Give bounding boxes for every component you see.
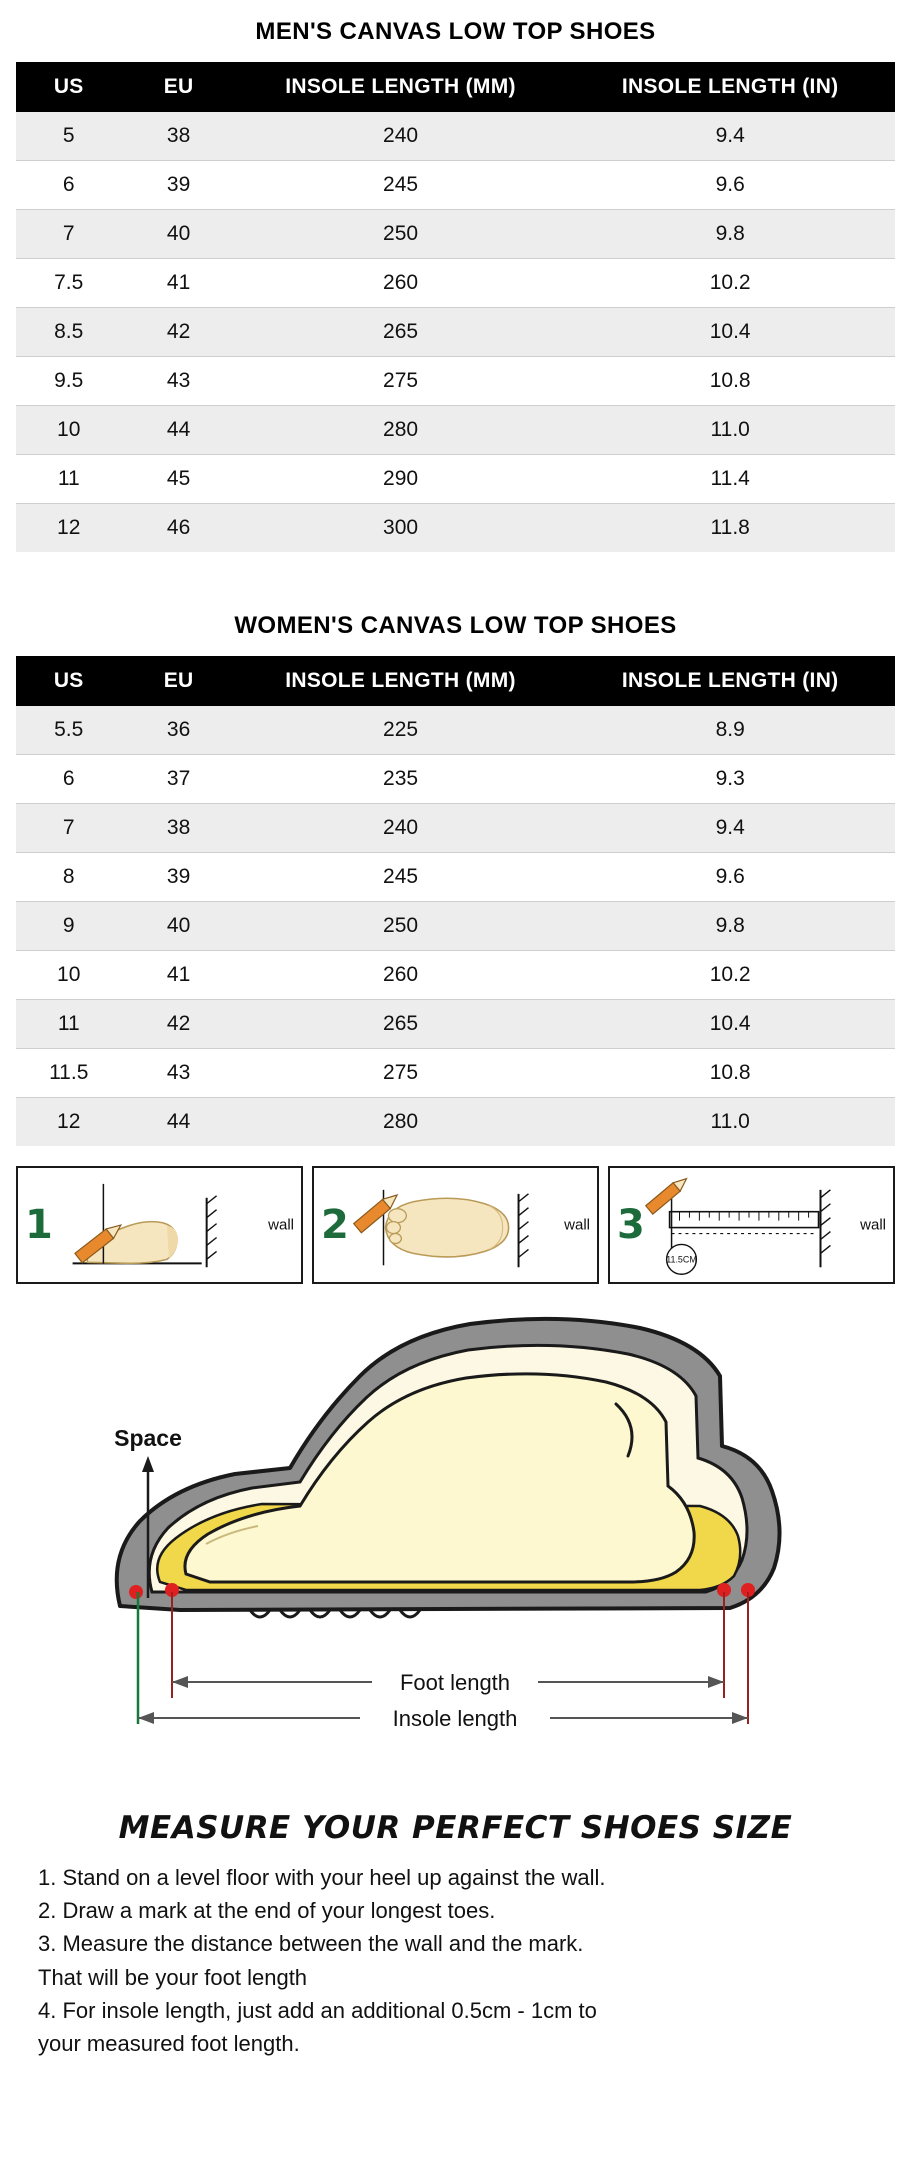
- measure-heading: MEASURE YOUR PERFECT SHOES SIZE: [118, 1810, 793, 1846]
- cell-eu: 46: [121, 504, 235, 553]
- cell-mm: 245: [236, 161, 566, 210]
- measurement-steps: [16, 1166, 895, 1284]
- cell-us: 9.5: [16, 357, 121, 406]
- column-header-insole-in: INSOLE LENGTH (IN): [565, 656, 895, 706]
- wall-label: wall: [564, 1216, 590, 1234]
- cell-in: 10.8: [565, 357, 895, 406]
- cell-us: 9: [16, 902, 121, 951]
- cell-us: 11.5: [16, 1049, 121, 1098]
- table-row: [16, 1098, 895, 1147]
- cell-us: 12: [16, 1098, 121, 1147]
- mens-table-body: [16, 112, 895, 552]
- cell-mm: 245: [236, 853, 566, 902]
- cell-in: 9.4: [565, 112, 895, 161]
- cell-mm: 300: [236, 504, 566, 553]
- cell-eu: 41: [121, 259, 235, 308]
- mens-size-table: [16, 62, 895, 552]
- cell-mm: 260: [236, 951, 566, 1000]
- marker-toe-shoe-front: [129, 1585, 143, 1599]
- cell-in: 10.8: [565, 1049, 895, 1098]
- cell-mm: 250: [236, 902, 566, 951]
- table-row: [16, 406, 895, 455]
- instruction-line: 3. Measure the distance between the wall and the mark.: [38, 1931, 584, 1957]
- womens-table-title: WOMEN'S CANVAS LOW TOP SHOES: [234, 612, 677, 639]
- cell-in: 9.6: [565, 161, 895, 210]
- cell-eu: 42: [121, 1000, 235, 1049]
- cell-in: 11.0: [565, 406, 895, 455]
- table-row: [16, 210, 895, 259]
- table-row: [16, 853, 895, 902]
- cell-mm: 260: [236, 259, 566, 308]
- step-number: 1: [25, 1202, 53, 1248]
- cell-mm: 280: [236, 1098, 566, 1147]
- table-row: [16, 755, 895, 804]
- column-header-eu: EU: [121, 62, 235, 112]
- table-row: [16, 804, 895, 853]
- cell-us: 8.5: [16, 308, 121, 357]
- table-row: [16, 259, 895, 308]
- column-header-eu: EU: [121, 656, 235, 706]
- cell-mm: 265: [236, 1000, 566, 1049]
- cell-in: 9.6: [565, 853, 895, 902]
- insole-length-label: Insole length: [392, 1706, 518, 1731]
- table-row: [16, 455, 895, 504]
- cell-mm: 240: [236, 804, 566, 853]
- step-1-illustration: [16, 1166, 303, 1284]
- cell-us: 5.5: [16, 706, 121, 755]
- step-3-drawing: [610, 1168, 893, 1284]
- cell-mm: 265: [236, 308, 566, 357]
- table-header-row: [16, 656, 895, 706]
- cell-us: 7: [16, 804, 121, 853]
- instructions-list: [38, 1862, 873, 2059]
- cell-mm: 275: [236, 357, 566, 406]
- cell-in: 10.4: [565, 308, 895, 357]
- cell-eu: 44: [121, 1098, 235, 1147]
- cell-mm: 235: [236, 755, 566, 804]
- cell-us: 10: [16, 406, 121, 455]
- instruction-line: 1. Stand on a level floor with your heel up against the wall.: [38, 1865, 606, 1890]
- cell-us: 10: [16, 951, 121, 1000]
- foot-length-label: Foot length: [399, 1670, 511, 1695]
- cell-us: 7: [16, 210, 121, 259]
- womens-size-table: [16, 656, 895, 1146]
- cell-in: 9.8: [565, 902, 895, 951]
- space-label: Space: [114, 1425, 182, 1451]
- cell-eu: 40: [121, 902, 235, 951]
- column-header-insole-mm: INSOLE LENGTH (MM): [236, 62, 566, 112]
- cell-us: 5: [16, 112, 121, 161]
- foot-insole-diagram: [0, 1306, 911, 1806]
- cell-in: 9.3: [565, 755, 895, 804]
- step-number: 3: [617, 1202, 645, 1248]
- instruction-line: That will be your foot length: [38, 1964, 308, 1990]
- cell-mm: 280: [236, 406, 566, 455]
- womens-table-head: [16, 656, 895, 706]
- step-number: 2: [321, 1202, 349, 1248]
- mens-table-title: MEN'S CANVAS LOW TOP SHOES: [255, 18, 656, 45]
- cell-us: 11: [16, 1000, 121, 1049]
- cell-mm: 290: [236, 455, 566, 504]
- instruction-line: 4. For insole length, just add an additional 0.5cm - 1cm to: [38, 1997, 597, 2023]
- cell-mm: 225: [236, 706, 566, 755]
- cell-us: 12: [16, 504, 121, 553]
- cell-mm: 250: [236, 210, 566, 259]
- table-spacer: [0, 552, 911, 594]
- cell-eu: 36: [121, 706, 235, 755]
- table-row: [16, 902, 895, 951]
- cell-eu: 38: [121, 112, 235, 161]
- cell-us: 7.5: [16, 259, 121, 308]
- cell-eu: 39: [121, 853, 235, 902]
- table-row: [16, 1049, 895, 1098]
- step-2-illustration: [312, 1166, 599, 1284]
- cell-mm: 240: [236, 112, 566, 161]
- cell-eu: 39: [121, 161, 235, 210]
- column-header-us: US: [16, 62, 121, 112]
- column-header-insole-mm: INSOLE LENGTH (MM): [236, 656, 566, 706]
- cell-eu: 37: [121, 755, 235, 804]
- diagram-drawing: [0, 1306, 911, 1806]
- column-header-insole-in: INSOLE LENGTH (IN): [565, 62, 895, 112]
- cell-eu: 43: [121, 1049, 235, 1098]
- cell-eu: 38: [121, 804, 235, 853]
- cell-in: 9.8: [565, 210, 895, 259]
- cell-eu: 40: [121, 210, 235, 259]
- cell-in: 10.2: [565, 951, 895, 1000]
- cell-us: 11: [16, 455, 121, 504]
- cell-in: 9.4: [565, 804, 895, 853]
- table-row: [16, 1000, 895, 1049]
- cell-eu: 45: [121, 455, 235, 504]
- wall-label: wall: [860, 1216, 886, 1234]
- cell-in: 8.9: [565, 706, 895, 755]
- cell-mm: 275: [236, 1049, 566, 1098]
- step-3-illustration: [608, 1166, 895, 1284]
- column-header-us: US: [16, 656, 121, 706]
- cell-in: 10.4: [565, 1000, 895, 1049]
- svg-text:11.5CM: 11.5CM: [666, 1254, 697, 1265]
- wall-label: wall: [268, 1216, 294, 1234]
- table-header-row: [16, 62, 895, 112]
- cell-us: 8: [16, 853, 121, 902]
- mens-table-head: [16, 62, 895, 112]
- cell-eu: 42: [121, 308, 235, 357]
- womens-table-body: [16, 706, 895, 1146]
- cell-us: 6: [16, 755, 121, 804]
- cell-eu: 41: [121, 951, 235, 1000]
- table-row: [16, 161, 895, 210]
- step-2-drawing: [314, 1168, 597, 1284]
- table-row: [16, 308, 895, 357]
- cell-us: 6: [16, 161, 121, 210]
- cell-eu: 44: [121, 406, 235, 455]
- table-row: [16, 951, 895, 1000]
- table-row: [16, 357, 895, 406]
- instruction-line: 2. Draw a mark at the end of your longest toes.: [38, 1898, 496, 1924]
- cell-in: 11.0: [565, 1098, 895, 1147]
- cell-eu: 43: [121, 357, 235, 406]
- cell-in: 10.2: [565, 259, 895, 308]
- step-1-drawing: [18, 1168, 301, 1284]
- table-row: [16, 706, 895, 755]
- instruction-line: your measured foot length.: [38, 2031, 300, 2057]
- cell-in: 11.4: [565, 455, 895, 504]
- cell-in: 11.8: [565, 504, 895, 553]
- table-row: [16, 504, 895, 553]
- table-row: [16, 112, 895, 161]
